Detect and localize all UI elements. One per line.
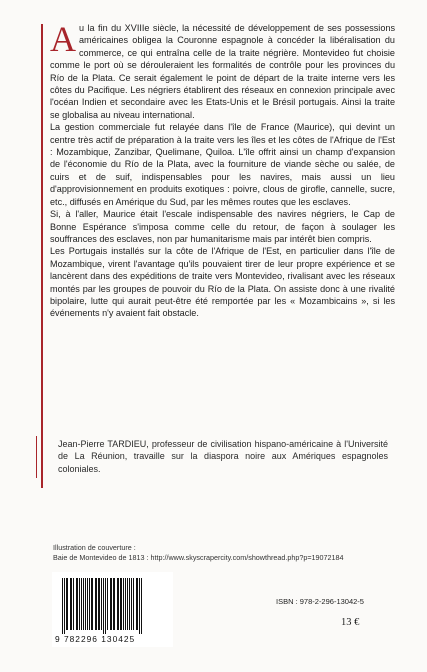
barcode-bar (105, 578, 106, 634)
barcode-bars (60, 578, 166, 634)
barcode-bar (95, 578, 97, 630)
barcode-bar (66, 578, 68, 630)
barcode-bar (113, 578, 115, 630)
barcode-bar (120, 578, 122, 630)
barcode-bar (133, 578, 134, 630)
barcode-bar (98, 578, 100, 630)
barcode-bar (64, 578, 65, 634)
barcode-bar (136, 578, 138, 630)
barcode-bar (141, 578, 142, 634)
barcode-bar (83, 578, 84, 630)
blurb-text (50, 19, 395, 320)
barcode-bar (89, 578, 90, 630)
barcode-digits: 9 782296 130425 (55, 634, 136, 644)
barcode-bar (110, 578, 112, 630)
illustration-credit: Baie de Montevideo de 1813 : http://www.skyscrapercity.com/showthread.php?p=19072184 (53, 553, 344, 562)
blurb-paragraph-2: La gestion commerciale fut relayée dans l'île de France (Maurice), qui devint un centre très actif de préparation à la traite vers les îles et les côtes de l'Afrique de l'Est : Mozambique, Zanzibar, Quelimane, Quiloa. L'île offrit ainsi un champ d'expansion de l'économie du Río de la Plata, avec la fourniture de viande sèche ou salée, de cuirs et de suif, indispensables pour les navires, mais aussi un lieu d'approvisionnement en produits exotiques : poivre, clous de girofle, cannelle, sucre, etc., diffusés en Amérique du Sud, par les mêmes routes que les esclaves. (50, 122, 395, 207)
author-bio: Jean-Pierre TARDIEU, professeur de civilisation hispano-américaine à l'Université de La Réunion, travaille sur la diaspora noire aux Amériques espagnoles coloniales. (58, 439, 388, 474)
blurb-paragraph-4: Les Portugais installés sur la côte de l'Afrique de l'Est, en particulier dans l'île de Mozambique, virent l'avantage qu'ils pouvaient tirer de leur propre expérience et se lancèrent dans des expéditions de traite vers Montevideo, rivalisant avec les réseaux montés par les groupes de pouvoir du Río de la Plata. On assiste donc à une rivalité bipolaire, lutte qui aurait peut-être été remportée par les « Mozambicains », si les événements n'y avaient fait obstacle. (50, 246, 395, 319)
accent-rule-author (36, 436, 37, 478)
barcode-bar (85, 578, 86, 630)
barcode (52, 572, 173, 647)
barcode-bar (81, 578, 82, 630)
barcode-bar (76, 578, 78, 630)
accent-rule-left (41, 24, 43, 488)
isbn: ISBN : 978-2-296-13042-5 (276, 597, 364, 606)
blurb-paragraph-1 (50, 19, 395, 121)
barcode-bar (79, 578, 80, 630)
barcode-bar (70, 578, 72, 630)
barcode-bar (103, 578, 104, 634)
illustration-caption (53, 543, 413, 563)
barcode-bar (101, 578, 102, 630)
barcode-bar (62, 578, 63, 634)
barcode-bar (131, 578, 132, 630)
barcode-bar (73, 578, 74, 630)
barcode-bar (87, 578, 88, 630)
blurb-paragraph-1-text: u la fin du XVIIIe siècle, la nécessité de développement de ses possessions américaines obligea la Couronne espagnole à concéder la libéralisation du commerce, ce qui entraîna celle de la traite négrière. Montevideo fut choisie comme le port où se dérouleraient les formalités de contrôle pour les provinces du Río de la Plata. Ce serait également le point de départ de la traite interne vers les côtes du Pacifique. Les négriers établirent des réseaux en connexion principale avec l'océan Indien et secondaire avec les Etats-Unis et le Brésil portugais. Ainsi la traite se globalisa au niveau international. (50, 23, 395, 120)
barcode-bar (125, 578, 126, 630)
illustration-label: Illustration de couverture : (53, 543, 136, 552)
barcode-bar (129, 578, 130, 630)
barcode-bar (127, 578, 128, 630)
barcode-bar (117, 578, 119, 630)
barcode-bar (91, 578, 93, 630)
blurb-paragraph-3: Si, à l'aller, Maurice était l'escale indispensable des navires négriers, le Cap de Bonne Espérance s'imposa comme celle du retour, de façon à soulager les souffrances des esclaves, non par humanitarisme mais par intérêt bien compris. (50, 209, 395, 244)
price: 13 € (341, 617, 360, 628)
dropcap: A (50, 19, 76, 59)
barcode-bar (123, 578, 124, 630)
barcode-bar (139, 578, 140, 634)
barcode-bar (107, 578, 108, 630)
